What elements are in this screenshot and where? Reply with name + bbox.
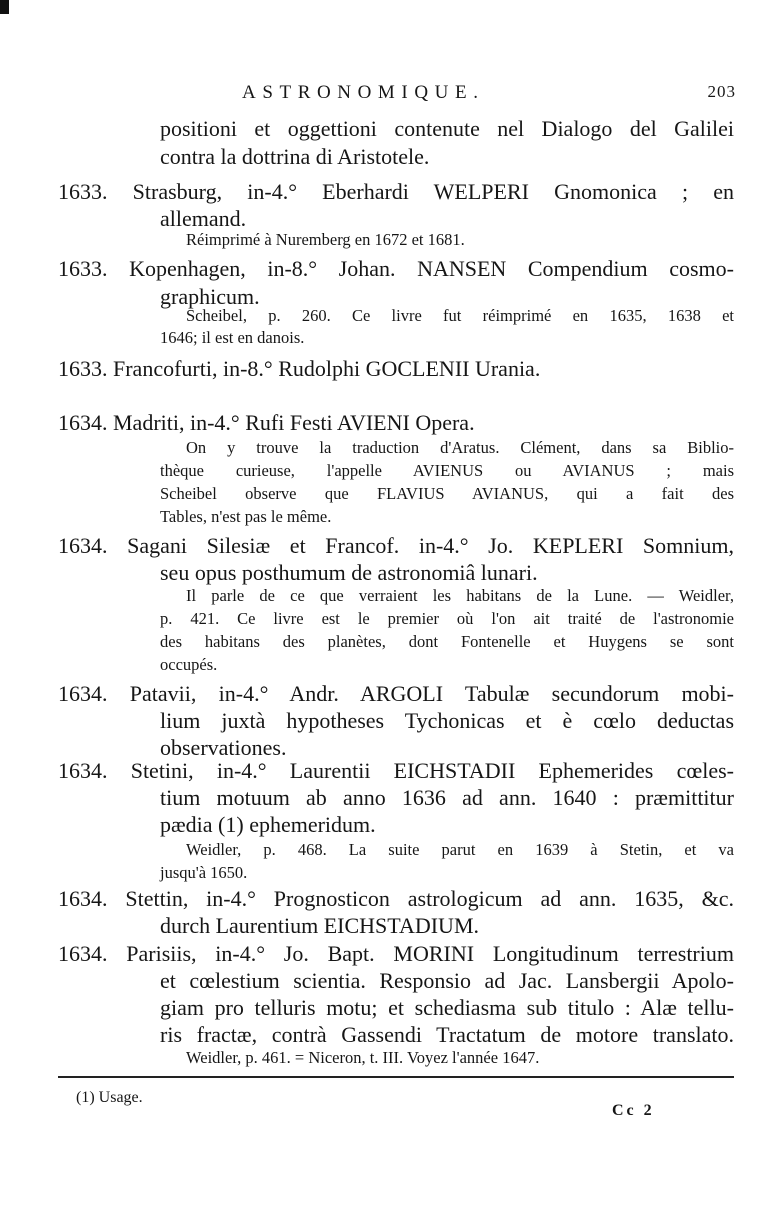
entry-heading-line: 1634. Patavii, in-4.° Andr. ARGOLI Tabulæ secundorum mobi- (58, 681, 734, 706)
note-line: 1646; il est en danois. (160, 328, 305, 347)
note-line: p. 421. Ce livre est le premier où l'on ait traité de l'astronomie (160, 609, 734, 628)
signature-mark: Cc 2 (612, 1102, 655, 1119)
text-line: graphicum. (160, 284, 260, 309)
note-line: jusqu'à 1650. (160, 863, 248, 882)
note-line: Il parle de ce que verraient les habitans de la Lune. — Weidler, (186, 586, 734, 605)
text-line: seu opus posthumum de astronomiâ lunari. (160, 560, 538, 585)
running-head-title: ASTRONOMIQUE. (242, 82, 485, 103)
text-line: lium juxtà hypotheses Tychonicas et è cœlo deductas (160, 708, 734, 733)
entry-heading-line: 1633. Kopenhagen, in-8.° Johan. NANSEN Compendium cosmo- (58, 256, 734, 281)
entry-heading-line: 1634. Stetini, in-4.° Laurentii EICHSTADII Ephemerides cœles- (58, 758, 734, 783)
note-line: Weidler, p. 468. La suite parut en 1639 à Stetin, et va (186, 840, 734, 859)
text-line: allemand. (160, 206, 247, 231)
footnote: (1) Usage. (76, 1089, 143, 1106)
note-line: Tables, n'est pas le même. (160, 507, 332, 526)
footnote-rule (58, 1076, 734, 1078)
entry-heading-line: 1633. Francofurti, in-8.° Rudolphi GOCLENII Urania. (58, 356, 541, 381)
text-line: contra la dottrina di Aristotele. (160, 144, 430, 169)
corner-mark (0, 0, 9, 14)
text-line: pædia (1) ephemeridum. (160, 812, 376, 837)
text-line: ris fractæ, contrà Gassendi Tractatum de motore translato. (160, 1022, 734, 1047)
text-line: durch Laurentium EICHSTADIUM. (160, 913, 480, 938)
entry-heading-line: 1633. Strasburg, in-4.° Eberhardi WELPERI Gnomonica ; en (58, 179, 734, 204)
text-line: observationes. (160, 735, 287, 760)
text-line: positioni et oggettioni contenute nel Dialogo del Galilei (160, 116, 734, 141)
entry-heading-line: 1634. Parisiis, in-4.° Jo. Bapt. MORINI Longitudinum terrestrium (58, 941, 734, 966)
text-line: et cœlestium scientia. Responsio ad Jac. Lansbergii Apolo- (160, 968, 734, 993)
note-line: Scheibel, p. 260. Ce livre fut réimprimé en 1635, 1638 et (186, 306, 734, 325)
entry-heading-line: 1634. Stettin, in-4.° Prognosticon astrologicum ad ann. 1635, &c. (58, 886, 734, 911)
note-line: Weidler, p. 461. = Niceron, t. III. Voyez l'année 1647. (186, 1048, 540, 1067)
text-line: tium motuum ab anno 1636 ad ann. 1640 : præmittitur (160, 785, 734, 810)
page-number: 203 (707, 82, 736, 101)
text-line: giam pro telluris motu; et schediasma sub titulo : Alæ tellu- (160, 995, 734, 1020)
entry-heading-line: 1634. Madriti, in-4.° Rufi Festi AVIENI Opera. (58, 410, 475, 435)
note-line: Réimprimé à Nuremberg en 1672 et 1681. (186, 230, 465, 249)
note-line: On y trouve la traduction d'Aratus. Clément, dans sa Biblio- (186, 438, 734, 457)
note-line: occupés. (160, 655, 218, 674)
note-line: Scheibel observe que FLAVIUS AVIANUS, qui a fait des (160, 484, 734, 503)
note-line: des habitans des planètes, dont Fontenelle et Huygens se sont (160, 632, 734, 651)
note-line: thèque curieuse, l'appelle AVIENUS ou AVIANUS ; mais (160, 461, 734, 480)
running-head (0, 82, 766, 112)
entry-heading-line: 1634. Sagani Silesiæ et Francof. in-4.° Jo. KEPLERI Somnium, (58, 533, 734, 558)
